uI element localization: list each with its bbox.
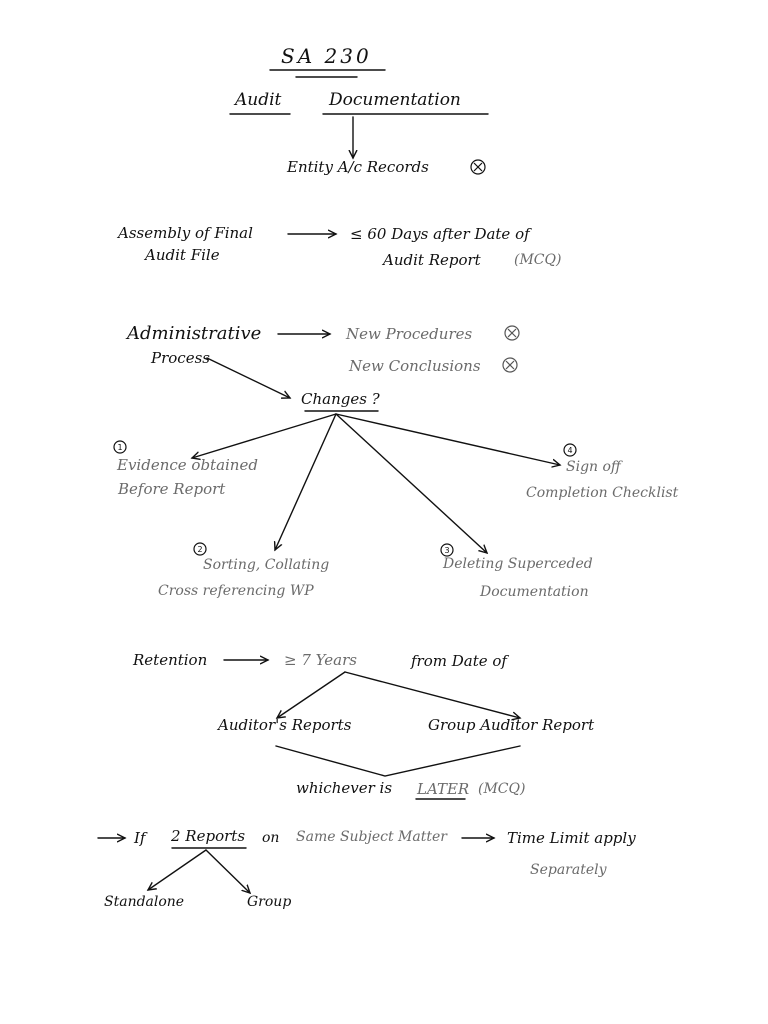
same-subject-text: Same Subject Matter: [296, 829, 447, 845]
heading-documentation: Documentation: [329, 90, 461, 110]
cross-mark-icon: [471, 160, 485, 174]
if-text: If: [134, 829, 146, 847]
cross-mark-icon: [505, 326, 519, 340]
retention-branch-right: [345, 672, 520, 718]
later-text: LATER: [417, 780, 470, 798]
change-2-line-2: Cross referencing WP: [158, 583, 314, 599]
change-4-line-1: Sign off: [566, 459, 621, 475]
assembly-line-1: Assembly of Final: [118, 224, 253, 242]
assembly-deadline-line-1: ≤ 60 Days after Date of: [350, 225, 530, 243]
changes-label: Changes ?: [301, 390, 380, 408]
whichever-text: whichever is: [296, 779, 393, 797]
administrative-line-2: Process: [151, 349, 210, 367]
branch-2-arrow: [275, 414, 336, 550]
change-2-line-1: Sorting, Collating: [203, 557, 330, 573]
administrative-line-1: Administrative: [127, 323, 262, 344]
time-limit-text: Time Limit apply: [507, 829, 636, 847]
separately-text: Separately: [530, 862, 607, 878]
process-to-changes-arrow: [207, 358, 290, 398]
retention-label: Retention: [133, 651, 208, 669]
whichever-connector: [276, 746, 520, 776]
standalone-text: Standalone: [104, 894, 185, 910]
heading-audit: Audit: [235, 90, 282, 110]
retention-branch-left: [277, 672, 345, 718]
assembly-deadline-line-2: Audit Report: [383, 251, 481, 269]
split-group-arrow: [206, 850, 250, 893]
branch-3-arrow: [336, 414, 487, 553]
group-auditor-report: Group Auditor Report: [428, 716, 595, 734]
assembly-mcq-tag: (MCQ): [514, 252, 562, 268]
change-1-line-1: Evidence obtained: [117, 456, 258, 474]
new-conclusions: New Conclusions: [349, 357, 481, 375]
number-badge-label: 3: [444, 546, 450, 555]
on-text: on: [262, 830, 280, 846]
branch-4-arrow: [336, 414, 560, 465]
number-badge-label: 1: [117, 443, 123, 452]
assembly-line-2: Audit File: [145, 246, 220, 264]
entity-records: Entity A/c Records: [287, 158, 429, 176]
change-1-line-2: Before Report: [118, 480, 226, 498]
two-reports-text: 2 Reports: [171, 827, 246, 845]
cross-mark-icon: [503, 358, 517, 372]
change-3-line-2: Documentation: [480, 584, 589, 600]
new-procedures: New Procedures: [346, 325, 473, 343]
page-title: SA 230: [281, 44, 372, 68]
retention-mcq-tag: (MCQ): [478, 781, 526, 797]
number-badge-label: 4: [567, 446, 573, 455]
group-text: Group: [247, 894, 292, 910]
change-4-line-2: Completion Checklist: [526, 485, 679, 501]
auditors-reports: Auditor's Reports: [218, 716, 352, 734]
number-badge-label: 2: [197, 545, 203, 554]
change-3-line-1: Deleting Superceded: [443, 556, 593, 572]
retention-period: ≥ 7 Years: [284, 651, 357, 669]
branch-1-arrow: [192, 414, 336, 458]
retention-from: from Date of: [411, 652, 507, 670]
split-standalone-arrow: [148, 850, 206, 890]
